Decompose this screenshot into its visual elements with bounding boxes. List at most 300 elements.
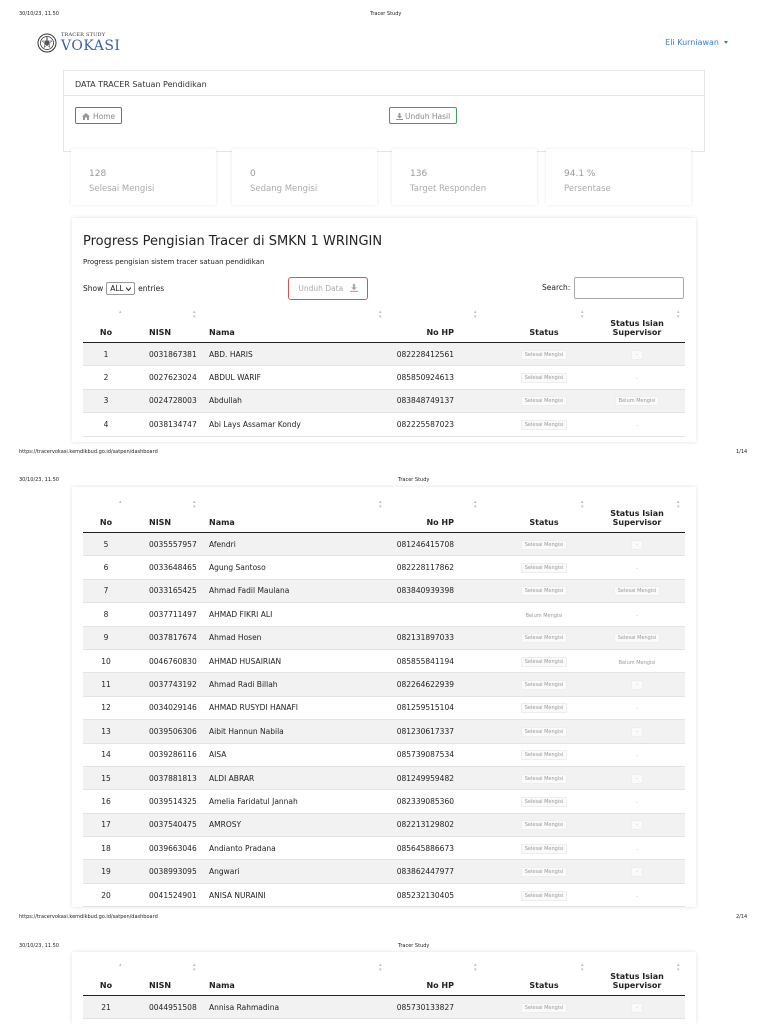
cell-nisn: 0035557957: [129, 533, 209, 556]
cell-supervisor: [589, 366, 685, 389]
progress-title: Progress Pengisian Tracer di SMKN 1 WRINGIN: [83, 234, 383, 249]
status-badge: Selesai Mengisi: [521, 563, 567, 573]
supervisor-badge: -: [631, 540, 643, 550]
status-badge: Selesai Mengisi: [521, 396, 567, 406]
supervisor-badge: -: [631, 680, 643, 690]
print-title: Tracer Study: [398, 943, 430, 949]
progress-subtitle: Progress pengisian sistem tracer satuan pendidikan: [83, 258, 265, 266]
status-badge: Selesai Mengisi: [521, 820, 567, 830]
cell-hp: 082131897033: [359, 626, 499, 649]
status-badge: Belum Mengisi: [525, 612, 563, 619]
cell-hp: [359, 603, 499, 626]
status-badge: Selesai Mengisi: [521, 1003, 567, 1013]
cell-status: [499, 366, 589, 389]
cell-supervisor: [589, 343, 685, 366]
supervisor-badge: -: [636, 376, 638, 383]
user-menu[interactable]: [665, 38, 728, 47]
table-row: [83, 743, 685, 766]
search-input[interactable]: [574, 277, 684, 299]
stat-value: 94.1 %: [564, 169, 596, 179]
col-nisn[interactable]: [129, 493, 209, 533]
sort-icon: ▴ ▾: [474, 499, 477, 510]
table-row: [83, 389, 685, 412]
cell-supervisor: [589, 766, 685, 789]
sort-icon: ▴ ▾: [379, 962, 382, 973]
supervisor-badge: -: [631, 350, 643, 360]
print-page-number: 2/14: [736, 914, 748, 920]
cell-nama: ANISA NURAINI: [209, 883, 359, 906]
status-badge: Selesai Mengisi: [521, 703, 567, 713]
cell-status: [499, 766, 589, 789]
cell-supervisor: [589, 696, 685, 719]
brand-logo[interactable]: [37, 33, 120, 53]
sort-icon: ▴ ▾: [677, 962, 680, 973]
sort-icon: ▴ ▾: [193, 309, 196, 320]
supervisor-badge: Belum Mengisi: [618, 659, 656, 666]
col-hp-label: No HP: [426, 981, 454, 990]
cell-nisn: 0039286116: [129, 743, 209, 766]
supervisor-badge: -: [636, 893, 638, 900]
cell-nama: AHMAD RUSYDI HANAFI: [209, 696, 359, 719]
table-row: [83, 813, 685, 836]
cell-supervisor: [589, 389, 685, 412]
stat-card-target: [392, 149, 537, 205]
cell-nisn: 0038993095: [129, 860, 209, 883]
download-icon: [350, 284, 358, 292]
table-row: [83, 579, 685, 602]
sort-icon: ▴ ▾: [379, 499, 382, 510]
status-badge: Selesai Mengisi: [521, 891, 567, 901]
cell-nisn: 0031867381: [129, 343, 209, 366]
col-supervisor[interactable]: [589, 956, 685, 996]
cell-status: [499, 673, 589, 696]
cell-no: 7: [83, 579, 129, 602]
print-date: 30/10/23, 11.50: [19, 11, 59, 17]
status-badge: Selesai Mengisi: [521, 420, 567, 430]
cell-hp: 081230617337: [359, 720, 499, 743]
stat-label: Persentase: [564, 184, 611, 194]
supervisor-badge: -: [636, 846, 638, 853]
unduh-hasil-label: Unduh Hasil: [405, 112, 451, 121]
sort-icon: ▴: [119, 962, 122, 968]
cell-nisn: 0024728003: [129, 389, 209, 412]
cell-no: 15: [83, 766, 129, 789]
status-badge: Selesai Mengisi: [521, 797, 567, 807]
cell-nama: AHMAD FIKRI ALI: [209, 603, 359, 626]
cell-no: 4: [83, 413, 129, 436]
supervisor-badge: -: [636, 799, 638, 806]
cell-hp: 082228412561: [359, 343, 499, 366]
cell-status: [499, 603, 589, 626]
progress-table: [83, 303, 685, 437]
col-status-label: Status: [529, 328, 559, 337]
table-row: [83, 720, 685, 743]
show-entries: [83, 282, 164, 295]
cell-supervisor: [589, 996, 685, 1019]
navbar: [0, 24, 768, 64]
cell-nisn: 0027623024: [129, 366, 209, 389]
col-no-label: No: [99, 328, 113, 337]
cell-nisn: 0041524901: [129, 883, 209, 906]
cell-supervisor: [589, 813, 685, 836]
supervisor-badge: -: [631, 1003, 643, 1013]
cell-status: [499, 743, 589, 766]
panel-title: DATA TRACER Satuan Pendidikan: [75, 80, 207, 89]
cell-no: 10: [83, 649, 129, 672]
cell-supervisor: [589, 413, 685, 436]
col-nisn[interactable]: [129, 956, 209, 996]
table-row: [83, 766, 685, 789]
cell-nisn: 0033165425: [129, 579, 209, 602]
cell-hp: 082225587023: [359, 413, 499, 436]
col-supervisor[interactable]: [589, 493, 685, 533]
cell-no: 20: [83, 883, 129, 906]
cell-hp: 085855841194: [359, 649, 499, 672]
print-date: 30/10/23, 11.50: [19, 477, 59, 483]
cell-nama: Angwari: [209, 860, 359, 883]
table-row: [83, 413, 685, 436]
status-badge: Selesai Mengisi: [521, 867, 567, 877]
table-row: [83, 366, 685, 389]
col-no-label: No: [99, 518, 113, 527]
col-hp-label: No HP: [426, 328, 454, 337]
cell-nisn: 0033648465: [129, 556, 209, 579]
status-badge: Selesai Mengisi: [521, 350, 567, 360]
table-row: [83, 556, 685, 579]
cell-nama: ABD. HARIS: [209, 343, 359, 366]
chevron-down-icon: [126, 287, 131, 291]
cell-status: [499, 883, 589, 906]
sort-icon: ▴ ▾: [677, 309, 680, 320]
status-badge: Selesai Mengisi: [521, 373, 567, 383]
cell-nama: Annisa Rahmadina: [209, 996, 359, 1019]
cell-no: 17: [83, 813, 129, 836]
cell-nama: AISA: [209, 743, 359, 766]
col-nama[interactable]: [209, 956, 382, 996]
col-nisn-label: NISN: [149, 518, 172, 527]
sort-icon: ▴: [119, 499, 122, 505]
cell-status: [499, 790, 589, 813]
supervisor-badge: -: [636, 612, 638, 619]
sort-icon: ▴ ▾: [474, 962, 477, 973]
cell-nama: Agung Santoso: [209, 556, 359, 579]
cell-hp: 085850924613: [359, 366, 499, 389]
stat-value: 0: [250, 169, 256, 179]
cell-supervisor: [589, 883, 685, 906]
stat-value: 128: [89, 169, 107, 179]
status-badge: Selesai Mengisi: [521, 540, 567, 550]
cell-supervisor: [589, 556, 685, 579]
status-badge: Selesai Mengisi: [521, 680, 567, 690]
status-badge: Selesai Mengisi: [521, 774, 567, 784]
cell-status: [499, 626, 589, 649]
entries-value: ALL: [110, 284, 124, 293]
cell-status: [499, 579, 589, 602]
col-nama-label: Nama: [209, 518, 235, 527]
col-sup-label-2: Supervisor: [612, 518, 662, 527]
col-status-label: Status: [529, 518, 559, 527]
col-nisn[interactable]: [129, 303, 209, 343]
cell-nama: AHMAD HUSAIRIAN: [209, 649, 359, 672]
cell-nisn: 0037881813: [129, 766, 209, 789]
cell-supervisor: [589, 603, 685, 626]
col-supervisor[interactable]: [589, 303, 685, 343]
status-badge: Selesai Mengisi: [521, 586, 567, 596]
cell-nama: AMROSY: [209, 813, 359, 836]
table-row: [83, 649, 685, 672]
cell-nama: ALDI ABRAR: [209, 766, 359, 789]
supervisor-badge: -: [636, 566, 638, 573]
status-badge: Selesai Mengisi: [521, 657, 567, 667]
table-row: [83, 626, 685, 649]
col-no[interactable]: [83, 303, 129, 343]
col-status[interactable]: [499, 956, 589, 996]
unduh-hasil-button[interactable]: [389, 107, 457, 124]
sort-icon: ▴ ▾: [677, 499, 680, 510]
cell-nisn: 0046760830: [129, 649, 209, 672]
print-page-number: 1/14: [736, 449, 748, 455]
col-hp[interactable]: [359, 956, 499, 996]
col-sup-label-2: Supervisor: [612, 328, 662, 337]
cell-supervisor: [589, 579, 685, 602]
status-badge: Selesai Mengisi: [521, 750, 567, 760]
cell-supervisor: [589, 860, 685, 883]
cell-hp: 082213129802: [359, 813, 499, 836]
cell-nama: Amelia Faridatul Jannah: [209, 790, 359, 813]
col-status[interactable]: [499, 303, 589, 343]
cell-nisn: 0038134747: [129, 413, 209, 436]
cell-hp: 083862447977: [359, 860, 499, 883]
col-nama[interactable]: [209, 493, 382, 533]
cell-status: [499, 533, 589, 556]
cell-supervisor: [589, 533, 685, 556]
cell-hp: 081246415708: [359, 533, 499, 556]
table-row: [83, 883, 685, 906]
unduh-data-button[interactable]: [288, 277, 368, 300]
sort-icon: ▴ ▾: [193, 962, 196, 973]
download-icon: [396, 113, 403, 120]
status-badge: Selesai Mengisi: [521, 633, 567, 643]
cell-nisn: 0037743192: [129, 673, 209, 696]
cell-no: 3: [83, 389, 129, 412]
cell-no: 18: [83, 837, 129, 860]
stat-card-selesai: [71, 149, 216, 205]
sort-icon: ▴ ▾: [581, 499, 584, 510]
cell-hp: 082339085360: [359, 790, 499, 813]
print-date: 30/10/23, 11.50: [19, 943, 59, 949]
cell-supervisor: [589, 837, 685, 860]
entries-select[interactable]: [106, 282, 135, 295]
cell-nama: Ahmad Radi Billah: [209, 673, 359, 696]
progress-table: [83, 956, 685, 1019]
cell-hp: 085730133827: [359, 996, 499, 1019]
table-row: [83, 343, 685, 366]
table-header-row: [83, 956, 685, 996]
sort-icon: ▴: [119, 309, 122, 315]
cell-supervisor: [589, 649, 685, 672]
table-header-row: [83, 493, 685, 533]
cell-nisn: 0044951508: [129, 996, 209, 1019]
cell-supervisor: [589, 790, 685, 813]
user-name: Eli Kurniawan: [665, 38, 719, 47]
cell-no: 11: [83, 673, 129, 696]
cell-no: 14: [83, 743, 129, 766]
cell-no: 6: [83, 556, 129, 579]
col-no[interactable]: [83, 493, 129, 533]
print-url: https://tracervokasi.kemdikbud.go.id/satpen/dashboard: [19, 914, 158, 920]
print-title: Tracer Study: [370, 11, 402, 17]
table-row: [83, 603, 685, 626]
cell-nama: Ahmad Hosen: [209, 626, 359, 649]
cell-hp: 085645886673: [359, 837, 499, 860]
cell-hp: 082264622939: [359, 673, 499, 696]
show-label: Show: [83, 284, 104, 293]
cell-no: 13: [83, 720, 129, 743]
search-label: Search:: [542, 283, 571, 292]
print-url: https://tracervokasi.kemdikbud.go.id/satpen/dashboard: [19, 449, 158, 455]
table-header-row: [83, 303, 685, 343]
supervisor-badge: Belum Mengisi: [615, 396, 660, 406]
progress-section: [72, 218, 696, 442]
home-button[interactable]: [75, 107, 122, 124]
col-status-label: Status: [529, 981, 559, 990]
progress-section-continued: [72, 952, 696, 1024]
stat-label: Sedang Mengisi: [250, 184, 318, 194]
cell-nisn: 0039514325: [129, 790, 209, 813]
progress-section-continued: [72, 487, 696, 907]
sort-icon: ▴ ▾: [193, 499, 196, 510]
stat-label: Selesai Mengisi: [89, 184, 155, 194]
cell-hp: 081259515104: [359, 696, 499, 719]
cell-supervisor: [589, 720, 685, 743]
supervisor-badge: -: [631, 820, 643, 830]
col-hp[interactable]: [359, 303, 499, 343]
cell-status: [499, 649, 589, 672]
cell-supervisor: [589, 743, 685, 766]
col-hp-label: No HP: [426, 518, 454, 527]
col-nama-label: Nama: [209, 981, 235, 990]
col-no-label: No: [99, 981, 113, 990]
col-sup-label-1: Status Isian: [610, 509, 664, 518]
supervisor-badge: -: [631, 867, 643, 877]
cell-status: [499, 720, 589, 743]
cell-hp: 083848749137: [359, 389, 499, 412]
cell-status: [499, 860, 589, 883]
supervisor-badge: -: [636, 753, 638, 760]
cell-hp: 082228117862: [359, 556, 499, 579]
cell-hp: 083840939398: [359, 579, 499, 602]
cell-supervisor: [589, 626, 685, 649]
col-nama-label: Nama: [209, 328, 235, 337]
col-nisn-label: NISN: [149, 328, 172, 337]
cell-status: [499, 389, 589, 412]
cell-hp: 085739087534: [359, 743, 499, 766]
col-nama[interactable]: [209, 303, 382, 343]
seal-icon: [37, 33, 57, 53]
col-sup-label-1: Status Isian: [610, 972, 664, 981]
cell-supervisor: [589, 673, 685, 696]
print-title: Tracer Study: [398, 477, 430, 483]
status-badge: Selesai Mengisi: [521, 727, 567, 737]
cell-nisn: 0037711497: [129, 603, 209, 626]
cell-hp: 081249959482: [359, 766, 499, 789]
cell-nisn: 0037540475: [129, 813, 209, 836]
supervisor-badge: Selesai Mengisi: [614, 586, 660, 596]
unduh-data-label: Unduh Data: [298, 284, 344, 293]
table-row: [83, 696, 685, 719]
entries-label: entries: [138, 284, 165, 293]
sort-icon: ▴ ▾: [379, 309, 382, 320]
cell-status: [499, 696, 589, 719]
cell-nisn: 0039506306: [129, 720, 209, 743]
cell-status: [499, 996, 589, 1019]
cell-nama: Abdullah: [209, 389, 359, 412]
stat-card-sedang: [232, 149, 377, 205]
divider: [64, 95, 704, 96]
sort-icon: ▴ ▾: [581, 309, 584, 320]
cell-no: 2: [83, 366, 129, 389]
cell-no: 1: [83, 343, 129, 366]
cell-no: 12: [83, 696, 129, 719]
status-badge: Selesai Mengisi: [521, 844, 567, 854]
cell-status: [499, 413, 589, 436]
cell-nama: Ahmad Fadil Maulana: [209, 579, 359, 602]
cell-nama: ABDUL WARIF: [209, 366, 359, 389]
cell-no: 5: [83, 533, 129, 556]
cell-nama: Afendri: [209, 533, 359, 556]
col-no[interactable]: [83, 956, 129, 996]
supervisor-badge: -: [636, 422, 638, 429]
stat-label: Target Responden: [410, 184, 487, 194]
home-icon: [82, 113, 90, 120]
cell-no: 16: [83, 790, 129, 813]
stat-card-persentase: [546, 149, 691, 205]
table-row: [83, 790, 685, 813]
supervisor-badge: -: [631, 774, 643, 784]
home-label: Home: [93, 112, 116, 121]
cell-nama: Andianto Pradana: [209, 837, 359, 860]
cell-status: [499, 813, 589, 836]
cell-no: 21: [83, 996, 129, 1019]
stat-value: 136: [410, 169, 428, 179]
caret-down-icon: [724, 41, 728, 44]
col-nisn-label: NISN: [149, 981, 172, 990]
supervisor-badge: Selesai Mengisi: [614, 633, 660, 643]
cell-nama: Aibit Hannun Nabila: [209, 720, 359, 743]
col-status[interactable]: [499, 493, 589, 533]
cell-status: [499, 343, 589, 366]
col-hp[interactable]: [359, 493, 499, 533]
cell-nisn: 0037817674: [129, 626, 209, 649]
progress-table: [83, 493, 685, 907]
table-row: [83, 996, 685, 1019]
cell-no: 19: [83, 860, 129, 883]
brand-big: VOKASI: [61, 38, 121, 54]
sort-icon: ▴ ▾: [474, 309, 477, 320]
sort-icon: ▴ ▾: [581, 962, 584, 973]
cell-status: [499, 837, 589, 860]
cell-nisn: 0039663046: [129, 837, 209, 860]
cell-no: 9: [83, 626, 129, 649]
data-tracer-panel: [63, 70, 705, 152]
col-sup-label-1: Status Isian: [610, 319, 664, 328]
brand-small: TRACER STUDY: [61, 32, 106, 38]
cell-hp: 085232130405: [359, 883, 499, 906]
cell-nama: Abi Lays Assamar Kondy: [209, 413, 359, 436]
table-row: [83, 837, 685, 860]
supervisor-badge: -: [631, 727, 643, 737]
table-row: [83, 673, 685, 696]
